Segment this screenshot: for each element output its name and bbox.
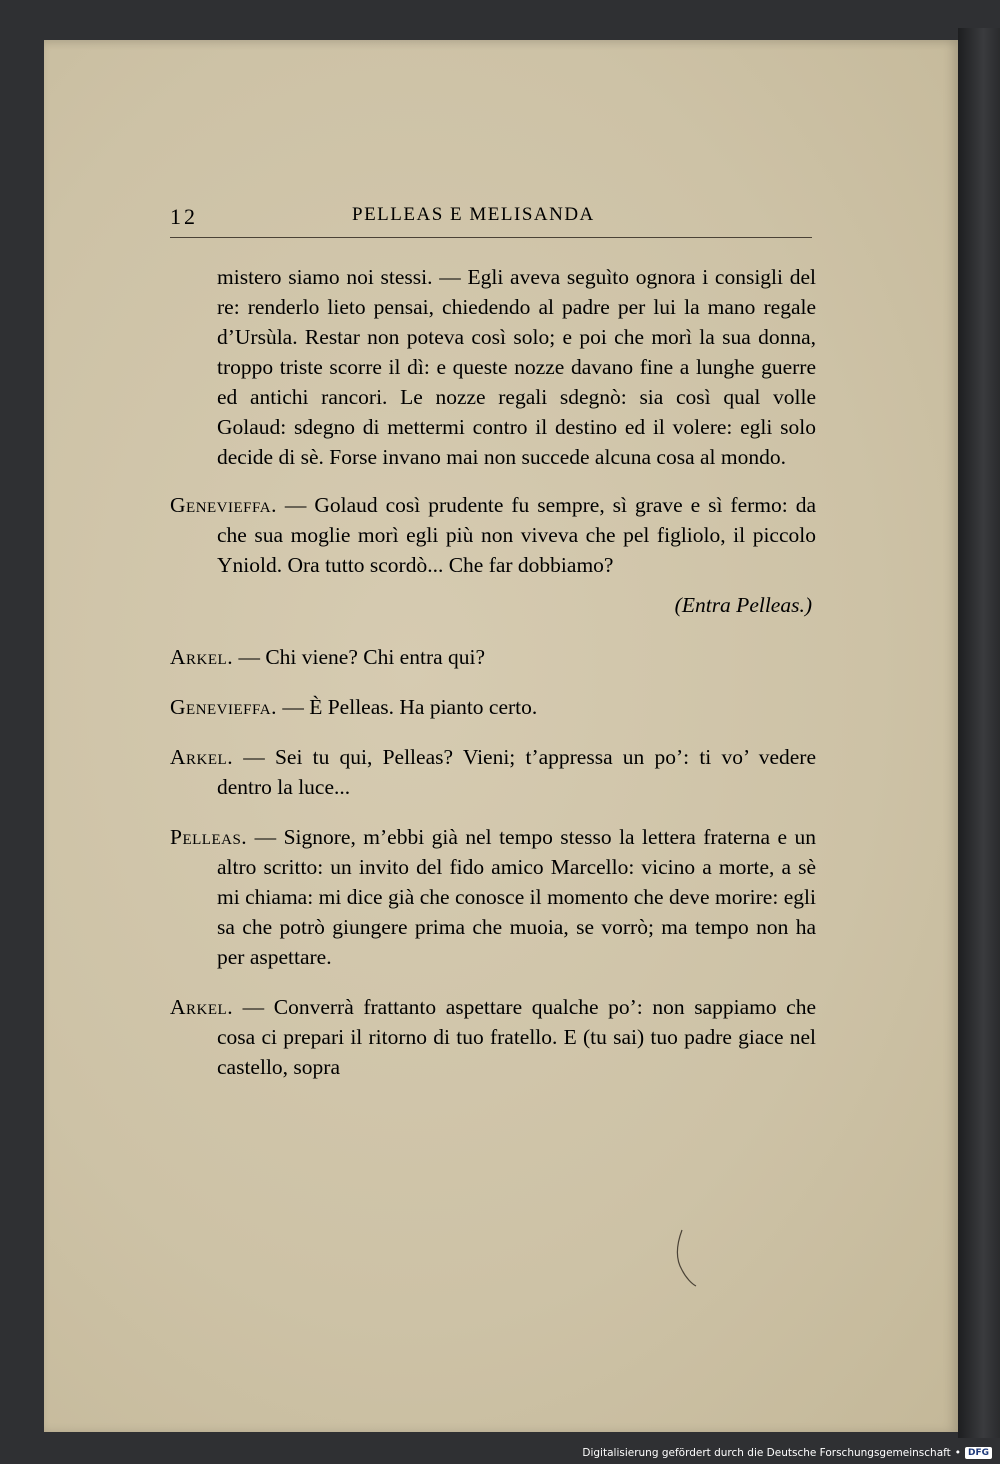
speech-text: Golaud così prudente fu sempre, sì grave e sì fermo: da che sua moglie morì egli più non viveva che pel figliolo, il piccolo Yniold. Ora tutto scordò... Che far dobbiamo? — [217, 493, 816, 577]
speech-dash: — — [247, 825, 284, 849]
speech-text: È Pelleas. Ha pianto certo. — [309, 695, 538, 719]
digitization-credit — [582, 1444, 992, 1462]
speech-dash: — — [276, 695, 310, 719]
speaker-name: Arkel. — [170, 645, 234, 669]
speech-text: Converrà frattanto aspettare qualche po’: non sappiamo che cosa ci prepari il ritorno di tuo fratello. E (tu sai) tuo padre giace nel castello, sopra — [217, 995, 817, 1079]
speaker-name: Genevieffa. — [170, 493, 277, 517]
speaker-name: Arkel. — [170, 995, 234, 1019]
text-block — [170, 262, 816, 1102]
speech-dash: — — [233, 745, 275, 769]
speech-dash: — — [276, 493, 315, 517]
speaker-name: Arkel. — [170, 745, 234, 769]
pencil-mark — [672, 1228, 702, 1288]
header-rule — [170, 237, 812, 238]
speech-arkel-1 — [170, 642, 816, 672]
speech-pelleas-1 — [170, 822, 816, 972]
speech-text: Signore, m’ebbi già nel tempo stesso la lettera fraterna e un altro scritto: un invito del fido amico Marcello: vicino a morte, a sè mi chiama: mi dice già che conosce il momento che deve morire: egli sa che potrò giungere prima che muoia, se vorrò; ma tempo non ha per aspettare. — [217, 825, 816, 969]
speech-dash: — — [233, 995, 274, 1019]
continuation-paragraph: mistero siamo noi stessi. — Egli aveva seguìto ognora i consigli del re: renderlo lieto pensai, chiedendo al padre per lui la mano regale d’Ursùla. Restar non poteva così solo; e poi che morì la sua donna, troppo triste scorre il dì: e queste nozze davano fine a lunghe guerre ed antichi rancori. Le nozze regali sdegnò: sia così qual volle Golaud: sdegno di mettermi contro il destino ed il volere: egli solo decide di sè. Forse invano mai non succede alcuna cosa al mondo. — [217, 265, 816, 469]
book-edge — [958, 28, 1000, 1438]
speech-dash: — — [233, 645, 266, 669]
credit-text: Digitalisierung gefördert durch die Deutsche Forschungsgemeinschaft — [582, 1447, 951, 1459]
running-title: PELLEAS E MELISANDA — [352, 204, 595, 225]
separator-dot-icon: • — [954, 1447, 961, 1459]
speech-text: Chi viene? Chi entra qui? — [265, 645, 486, 669]
page-number: 12 — [170, 204, 198, 229]
speech-text: Sei tu qui, Pelleas? Vieni; t’appressa un po’: ti vo’ vedere dentro la luce... — [217, 745, 817, 799]
speech-genevieffa-2 — [170, 692, 816, 722]
speech-arkel-3 — [170, 992, 816, 1082]
speech-genevieffa-1 — [170, 490, 816, 580]
stage-direction: (Entra Pelleas.) — [674, 593, 812, 617]
speech-arkel-2 — [170, 742, 816, 802]
dfg-logo: DFG — [965, 1447, 992, 1459]
speaker-name: Genevieffa. — [170, 695, 277, 719]
speaker-name: Pelleas. — [170, 825, 248, 849]
